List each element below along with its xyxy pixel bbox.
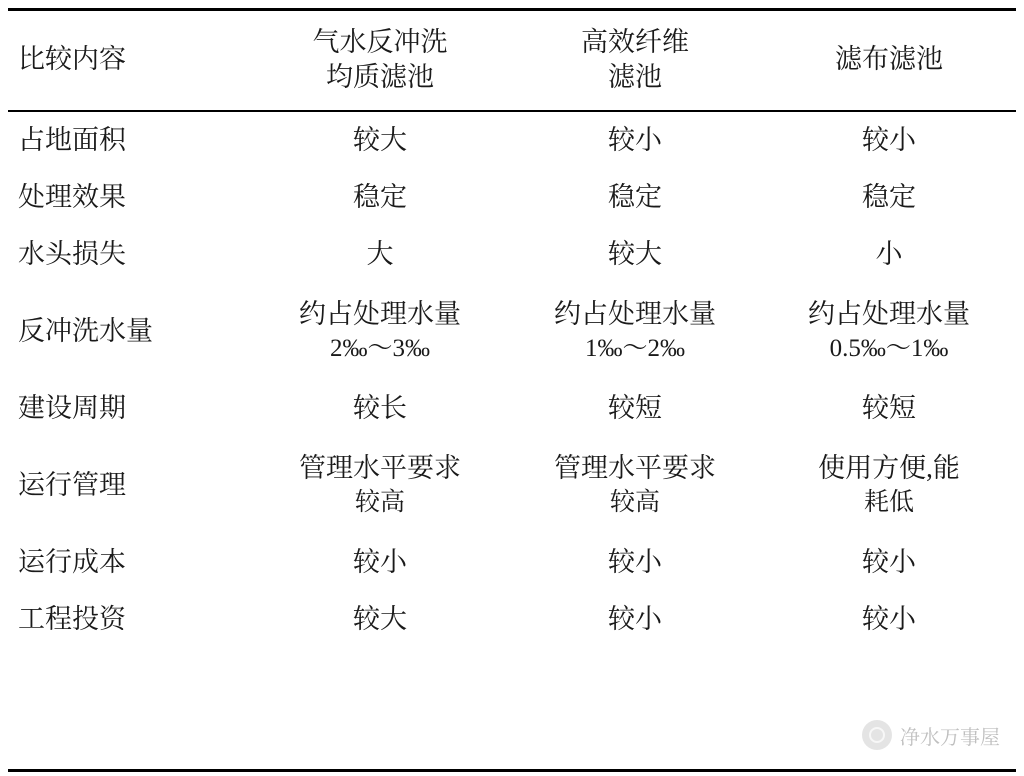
- row-value-col1: [252, 283, 508, 380]
- row-value-col3: 较小: [862, 604, 916, 635]
- table-bottom-rule: [8, 769, 1016, 772]
- row-value-main: 约占处理水量: [554, 299, 716, 330]
- row-label: 水头损失: [18, 239, 126, 270]
- row-value-main: 管理水平要求: [299, 453, 461, 484]
- row-label: 工程投资: [18, 604, 126, 635]
- comparison-table: [8, 8, 1016, 648]
- table-body: [8, 111, 1016, 648]
- row-value-main: 约占处理水量: [299, 299, 461, 330]
- row-value-col2: 较小: [608, 604, 662, 635]
- row-value-sub: 0.5‰～1‰: [829, 335, 949, 363]
- row-value-col2: [508, 283, 762, 380]
- table-row: [8, 591, 1016, 648]
- row-value-col1: 大: [366, 239, 394, 270]
- row-value-col3: [762, 437, 1016, 534]
- watermark: [862, 720, 1000, 750]
- row-value-col2: 较小: [608, 547, 662, 578]
- row-label: 反冲洗水量: [18, 316, 153, 347]
- column-header-criteria: 比较内容: [18, 44, 126, 75]
- watermark-label: 净水万事屋: [900, 726, 1000, 749]
- table-row: [8, 437, 1016, 534]
- table-header: [8, 10, 1016, 112]
- column-header-high-efficiency-fiber-filter: [508, 10, 762, 112]
- row-label: 建设周期: [18, 393, 126, 424]
- row-value-col1: 较大: [353, 604, 407, 635]
- row-value-col1: 较大: [353, 125, 407, 156]
- watermark-logo-icon: [862, 720, 892, 750]
- table-row: [8, 283, 1016, 380]
- row-value-col1: 较长: [353, 393, 407, 424]
- row-value-col2: 较小: [608, 125, 662, 156]
- row-value-main: 管理水平要求: [554, 453, 716, 484]
- row-value-col3: 较小: [862, 125, 916, 156]
- row-label: 占地面积: [18, 125, 126, 156]
- row-value-sub: 耗低: [863, 489, 914, 517]
- column-header-air-water-backwash-filter: [252, 10, 508, 112]
- row-label: 运行管理: [18, 470, 126, 501]
- row-value-col2: 稳定: [608, 182, 662, 213]
- row-label: 处理效果: [18, 182, 126, 213]
- column-header-line2: 均质滤池: [326, 61, 434, 92]
- row-value-col3: [762, 283, 1016, 380]
- row-value-main: 约占处理水量: [808, 299, 970, 330]
- table-row: [8, 534, 1016, 591]
- row-value-col2: 较大: [608, 239, 662, 270]
- row-value-col3: 稳定: [862, 182, 916, 213]
- table-row: [8, 226, 1016, 283]
- table-header-row: [8, 10, 1016, 112]
- document-page: [0, 8, 1024, 776]
- table-row: [8, 169, 1016, 226]
- column-header-line2: 滤池: [608, 61, 662, 92]
- column-header-line1: 气水反冲洗: [312, 27, 448, 57]
- row-value-col3: 小: [875, 239, 903, 270]
- row-value-col1: [252, 437, 508, 534]
- table-row: [8, 111, 1016, 169]
- row-value-col2: 较短: [608, 393, 662, 424]
- table-row: [8, 380, 1016, 437]
- row-value-sub: 较高: [609, 489, 660, 517]
- row-value-col3: 较短: [862, 393, 916, 424]
- row-value-col1: 较小: [353, 547, 407, 578]
- column-header-cloth-media-filter: 滤布滤池: [835, 44, 943, 75]
- row-value-col3: 较小: [862, 547, 916, 578]
- row-value-col2: [508, 437, 762, 534]
- row-value-sub: 1‰～2‰: [584, 335, 685, 363]
- row-value-sub: 较高: [354, 489, 405, 517]
- column-header-line1: 高效纤维: [581, 27, 689, 57]
- row-value-sub: 2‰～3‰: [329, 335, 430, 363]
- row-value-main: 使用方便,能: [818, 453, 960, 484]
- row-label: 运行成本: [18, 547, 126, 578]
- row-value-col1: 稳定: [353, 182, 407, 213]
